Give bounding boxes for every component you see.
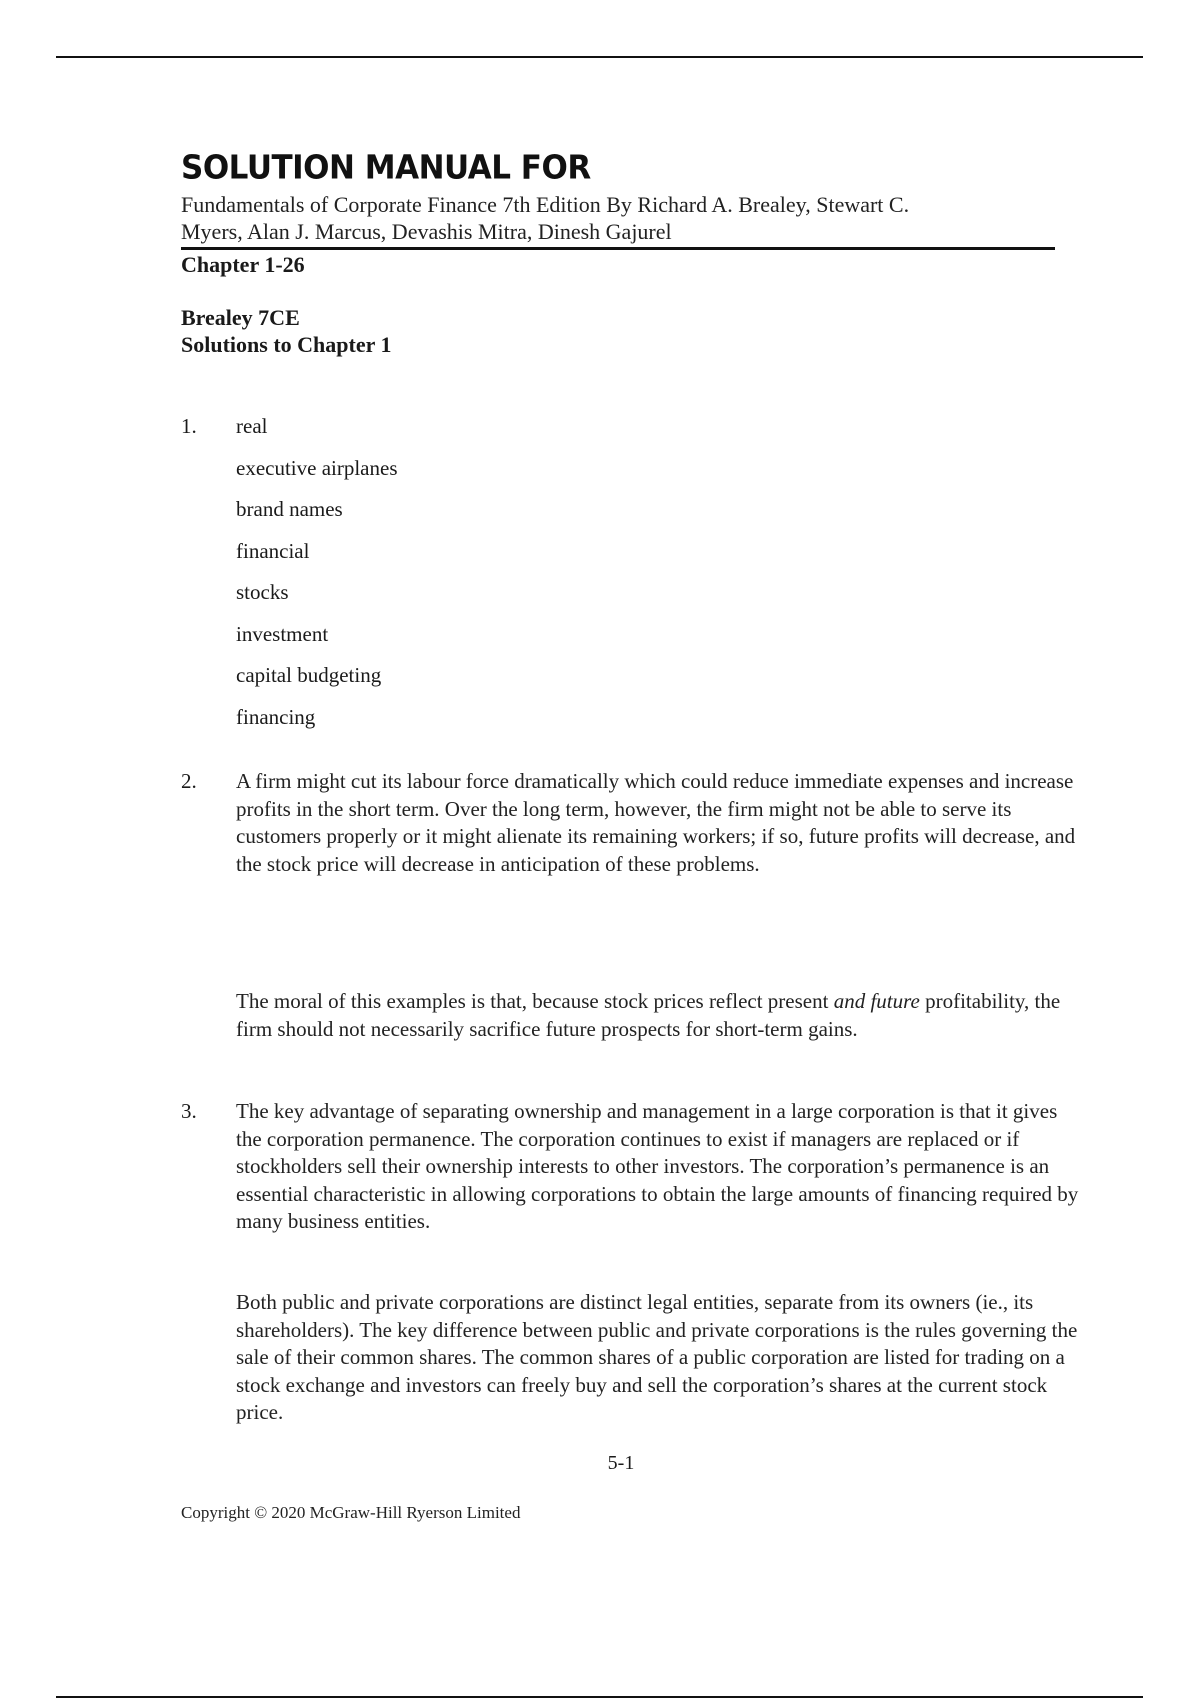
subtitle-line-1: Fundamentals of Corporate Finance 7th Edition By Richard A. Brealey, Stewart C. <box>181 192 910 217</box>
section-heading <box>181 304 391 358</box>
term-item: executive airplanes <box>236 455 398 480</box>
bottom-rule <box>56 1696 1143 1698</box>
moral-text-start: The moral of this examples is that, because stock prices reflect present <box>236 989 834 1013</box>
term-item: financing <box>236 704 316 729</box>
term-item: brand names <box>236 497 343 521</box>
question-1-number: 1. <box>181 414 197 438</box>
moral-text-end: profitability, the firm should not necessarily sacrifice future prospects for short-term gains. <box>236 989 1061 1041</box>
subtitle-line-2: Myers, Alan J. Marcus, Devashis Mitra, Dinesh Gajurel <box>181 219 672 244</box>
book-edition: Brealey 7CE <box>181 305 300 330</box>
question-2-answer: A firm might cut its labour force dramatically which could reduce immediate expenses and increase profits in the short term. Over the long term, however, the firm might not be able to serve its customers properly or it might alienate its remaining workers; if so, future profits will decrease, and the stock price will decrease in anticipation of these problems. <box>236 769 1076 876</box>
moral-text-italic: and future <box>833 989 920 1013</box>
page-number: 5-1 <box>607 1452 635 1474</box>
chapter-range: Chapter 1-26 <box>181 252 305 277</box>
term-item: investment <box>236 621 329 646</box>
question-1-terms <box>236 413 398 745</box>
term-item: capital budgeting <box>236 663 382 687</box>
term-item: financial <box>236 538 310 563</box>
solutions-heading: Solutions to Chapter 1 <box>181 332 392 357</box>
question-3-answer-continued: Both public and private corporations are distinct legal entities, separate from its owners (ie., its shareholders). The key difference between public and private corporations is the rules governing the sale of their common shares. The common shares of a public corporation are listed for trading on a stock exchange and investors can freely buy and sell the corporation’s shares at the current stock price. <box>236 1290 1078 1424</box>
term-item: stocks <box>236 580 289 604</box>
question-3-answer: The key advantage of separating ownership and management in a large corporation is that it gives the corporation permanence. The corporation continues to exist if managers are replaced or if stockholders sell their ownership interests to other investors. The corporation’s permanence is an essential characteristic in allowing corporations to obtain the large amounts of financing required by many business entities. <box>236 1099 1079 1233</box>
term-item: real <box>236 414 268 438</box>
question-2-number: 2. <box>181 769 197 793</box>
document-title: SOLUTION MANUAL FOR <box>181 149 591 187</box>
document-subtitle <box>181 191 1061 245</box>
copyright-notice: Copyright © 2020 McGraw-Hill Ryerson Limited <box>181 1503 521 1522</box>
question-2-moral <box>236 988 1086 1043</box>
question-3-number: 3. <box>181 1099 197 1123</box>
top-rule <box>56 56 1143 58</box>
header-rule <box>181 247 1055 250</box>
